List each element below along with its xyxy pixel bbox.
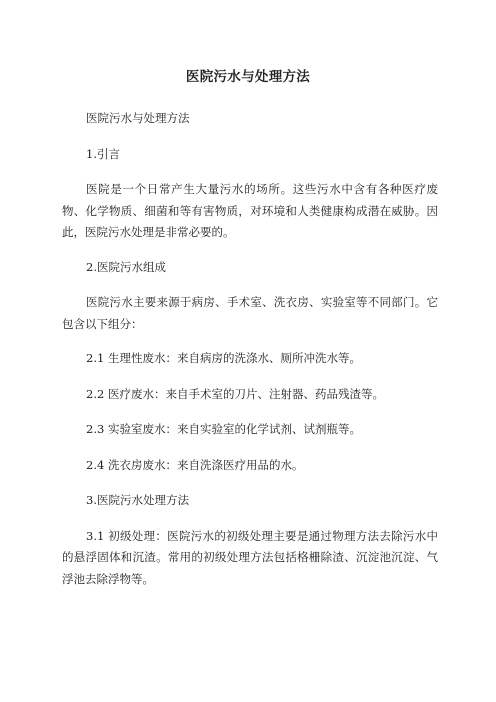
document-body: [62, 108, 438, 603]
list-item-physiological-wastewater: 2.1 生理性废水：来自病房的洗涤水、厕所冲洗水等。: [86, 351, 361, 365]
document-title: 医院污水与处理方法: [185, 69, 311, 85]
list-item-laundry-wastewater: 2.4 洗衣房废水：来自洗涤医疗用品的水。: [86, 457, 304, 472]
paragraph-introduction: 医院是一个日常产生大量污水的场所。这些污水中含有各种医疗废物、化学物质、细菌和等有害物质，对环境和人类健康构成潜在威胁。因此，医院污水处理是非常必要的。: [62, 182, 438, 239]
paragraph-primary-treatment: 3.1 初级处理：医院污水的初级处理主要是通过物理方法去除污水中的悬浮固体和沉渣。常用的初级处理方法包括格栅除渣、沉淀池沉淀、气浮池去除浮物等。: [62, 528, 438, 586]
paragraph-subtitle: 医院污水与处理方法: [86, 111, 190, 125]
section-heading-introduction: 1.引言: [86, 146, 120, 161]
list-item-laboratory-wastewater: 2.3 实验室废水：来自实验室的化学试剂、试剂瓶等。: [86, 422, 361, 436]
paragraph-composition: 医院污水主要来源于病房、手术室、洗衣房、实验室等不同部门。它包含以下组分：: [62, 295, 438, 331]
section-heading-composition: 2.医院污水组成: [86, 259, 166, 274]
section-heading-treatment-methods: 3.医院污水处理方法: [86, 493, 189, 507]
list-item-medical-wastewater: 2.2 医疗废水：来自手术室的刀片、注射器、药品残渣等。: [86, 386, 384, 401]
